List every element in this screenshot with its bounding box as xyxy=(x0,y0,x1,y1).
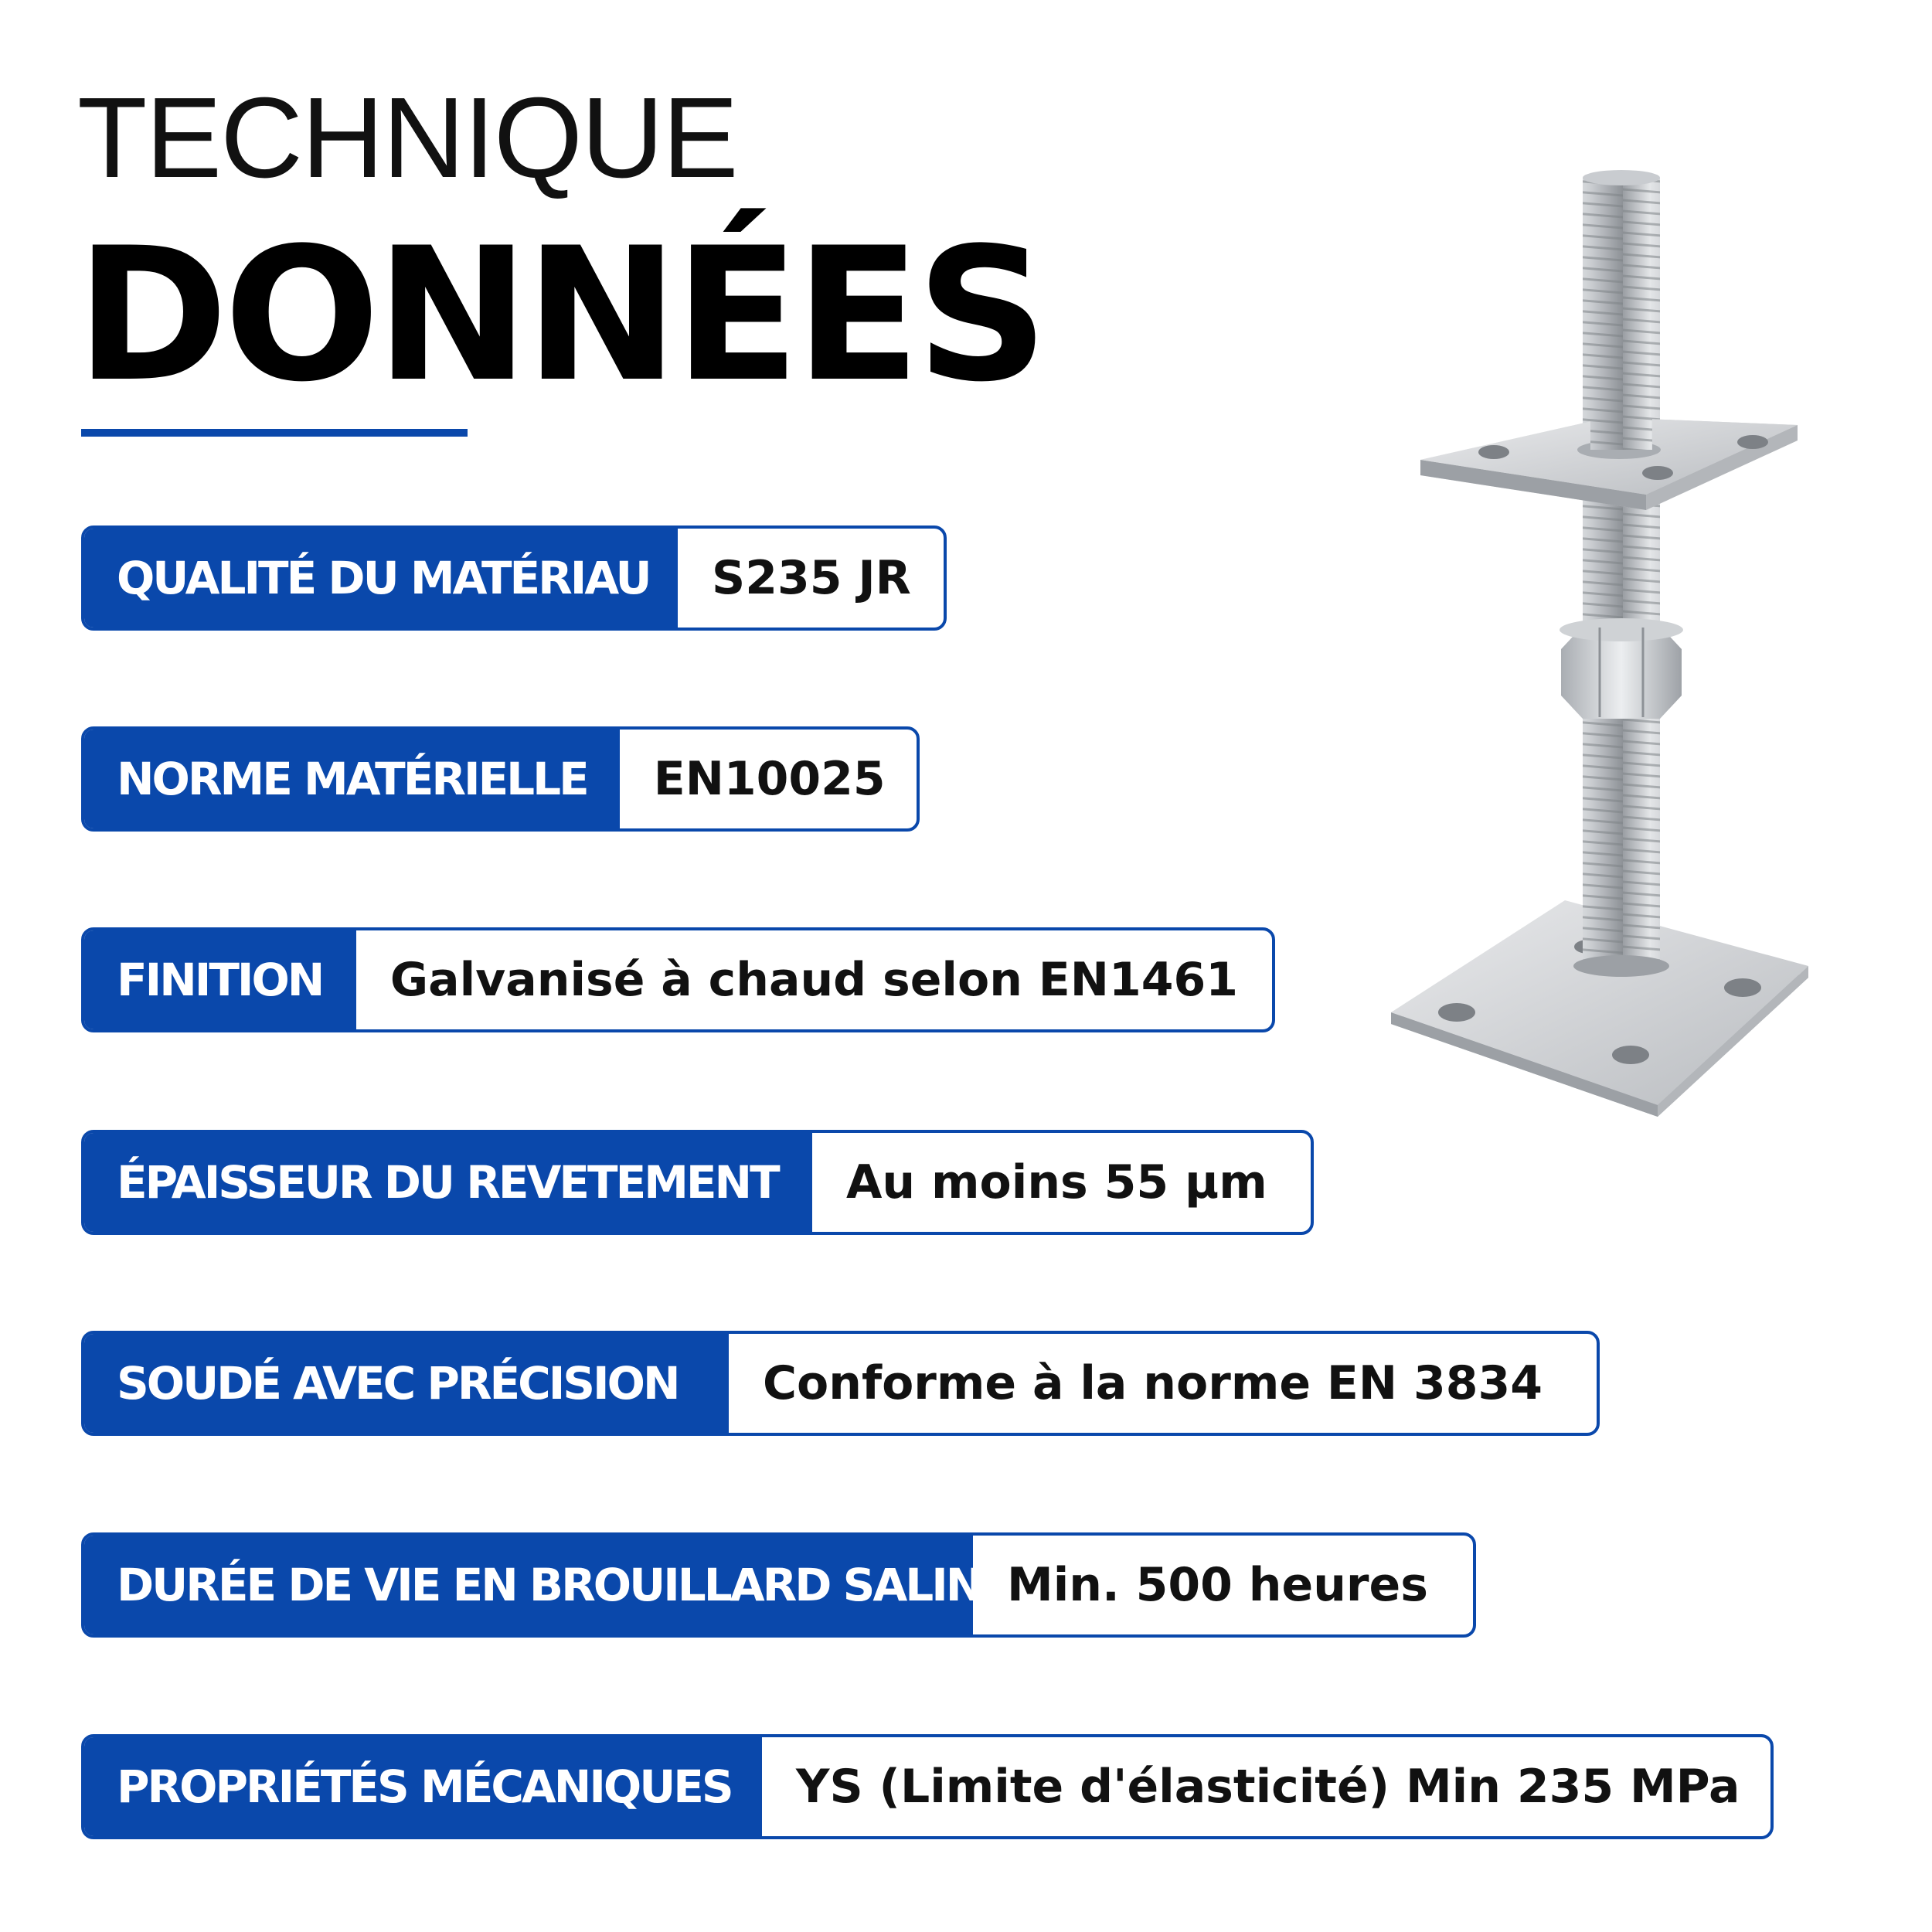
spec-label: SOUDÉ AVEC PRÉCISION xyxy=(84,1334,729,1433)
spec-label: ÉPAISSEUR DU REVETEMENT xyxy=(84,1133,812,1232)
spec-row-material-standard xyxy=(81,726,920,832)
spec-value: Au moins 55 µm xyxy=(846,1155,1267,1209)
spec-value: Galvanisé à chaud selon EN1461 xyxy=(389,953,1238,1007)
page-title-light: TECHNIQUE xyxy=(77,74,737,202)
spec-row-material-grade xyxy=(81,526,947,631)
spec-row-mechanical-properties xyxy=(81,1734,1774,1839)
spec-row-finish xyxy=(81,927,1275,1032)
spec-label: NORME MATÉRIELLE xyxy=(84,730,620,828)
spec-row-precision-welding xyxy=(81,1331,1600,1436)
spec-label: PROPRIÉTÉS MÉCANIQUES xyxy=(84,1737,762,1836)
spec-row-salt-spray xyxy=(81,1532,1476,1638)
spec-value: EN10025 xyxy=(653,752,886,806)
title-underline xyxy=(81,429,468,437)
spec-row-coating-thickness xyxy=(81,1130,1314,1235)
spec-value: YS (Limite d'élasticité) Min 235 MPa xyxy=(796,1760,1740,1814)
spec-value: S235 JR xyxy=(712,551,911,605)
spec-label: QUALITÉ DU MATÉRIAU xyxy=(84,529,678,628)
spec-value: Min. 500 heures xyxy=(1007,1558,1428,1612)
spec-label: DURÉE DE VIE EN BROUILLARD SALIN xyxy=(84,1536,973,1634)
page-title-bold: DONNÉES xyxy=(76,209,1044,423)
spec-value: Conforme à la norme EN 3834 xyxy=(763,1356,1543,1410)
galvanized-post-base-icon xyxy=(1391,155,1870,1190)
spec-label: FINITION xyxy=(84,930,356,1029)
